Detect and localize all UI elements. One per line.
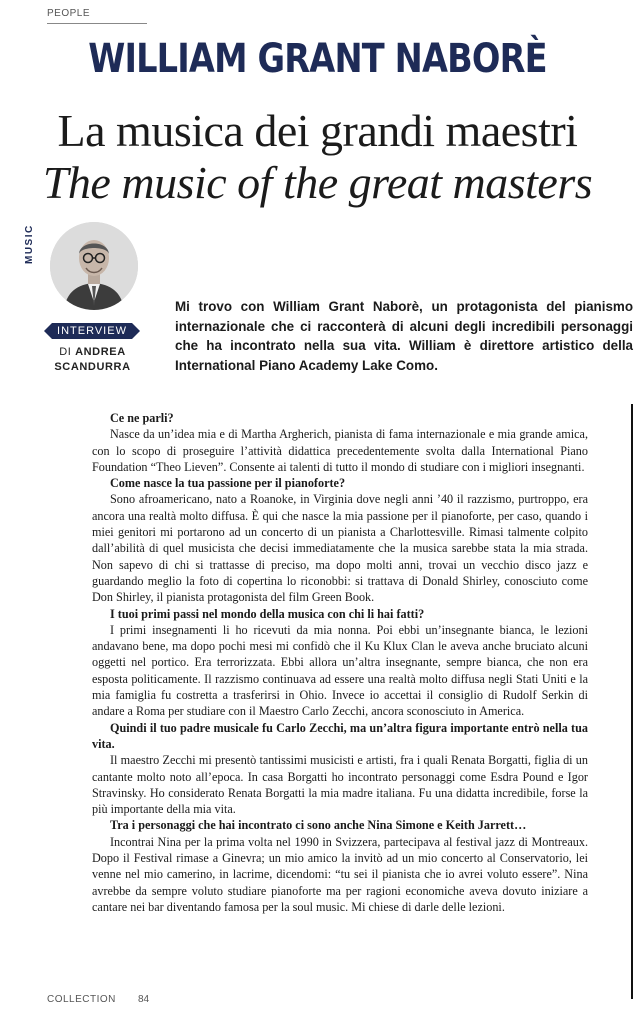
question: Ce ne parli? [110, 411, 174, 425]
column-rule [631, 404, 633, 999]
answer: Nasce da un’idea mia e di Martha Argherich, pianista di fama internazionale e mia grande amica, con lo scopo di proseguire l’attività didattica precedentemente svolta dalla International Piano Foundation “Theo Lieven”. Consente ai talenti di tutto il mondo di studiare con i migliori insegnanti. [92, 427, 588, 474]
byline-prefix: DI [59, 346, 72, 358]
question: Quindi il tuo padre musicale fu Carlo Zecchi, ma un’altra figura importante entrò nella tua vita. [92, 720, 588, 751]
subject-name-heading: WILLIAM GRANT NABORÈ [88, 36, 547, 82]
interview-badge: INTERVIEW [52, 323, 132, 339]
portrait-photo [50, 222, 138, 310]
article-body [92, 410, 588, 915]
page-number: 84 [138, 994, 150, 1005]
author-byline [45, 345, 140, 375]
article-title-english: The music of the great masters [42, 157, 593, 208]
answer: Sono afroamericano, nato a Roanoke, in Virginia dove negli anni ’40 il razzismo, purtroppo, era ancora una realtà molto diffusa. È qui che nasce la mia passione per il pianoforte, per caso, quando i miei genitori mi portarono ad un concerto di un pianista a Charlottesville. Rimasi talmente colpito dall’abilità di quel musicista che decisi immediatamente che la musica sarebbe stata la mia strada. Non sapevo di chi si trattasse di preciso, ma dopo molti anni, trovai un vecchio disco jazz e guardando meglio la foto di copertina lo riconobbi: si trattava di Donald Shirley, conosciuto come Don Shirley, il pianista protagonista del film Green Book. [92, 492, 588, 605]
answer: Il maestro Zecchi mi presentò tantissimi musicisti e artisti, fra i quali Renata Borgatti, figlia di un cantante molto noto all’epoca. In casa Borgatti ho incontrato personaggi come Esdra Pound e Igor Stravinsky. Ho considerato Renata Borgatti la mia madre italiana. Fu una didatta incredibile, forse la più importante della mia vita. [92, 753, 588, 817]
question: I tuoi primi passi nel mondo della musica con chi li hai fatti? [110, 606, 425, 621]
category-tag: MUSIC [24, 224, 35, 264]
answer: I primi insegnamenti li ho ricevuti da mia nonna. Poi ebbi un’insegnante bianca, le lezioni andavano bene, ma dopo pochi mesi mi confidò che il Ku Klux Clan le aveva anche bruciato alcuni oggetti nel portico. Era terrorizzata. Ebbi allora un’altra insegnante, sempre bianca, che non era esposta politicamente. Il razzismo continuava ad essere una realtà molto diffusa negli Stati Uniti e la mia famiglia fu costretta a trasferirsi in Ohio. Invece io accettai il consiglio di Rudolf Serkin di andare a Roma per studiare con il Maestro Carlo Zecchi, ancora sconosciuto in America. [92, 622, 588, 719]
author-last-name: SCANDURRA [54, 361, 131, 373]
author-first-name: ANDREA [75, 346, 126, 358]
article-title-italian: La musica dei grandi maestri [57, 105, 578, 156]
answer: Incontrai Nina per la prima volta nel 1990 in Svizzera, partecipava al festival jazz di Montreaux. Dopo il Festival rimase a Ginevra; un mio amico la invitò ad un mio concerto al Conservatorio, lei venne nel mio camerino, in lacrime, dicendomi: “tu sei il pianista che io avrei voluto essere”. Nina avrebbe da sempre voluto studiare pianoforte ma per ragioni economiche aveva dovuto iniziare a cantare nei bar diventando famosa per la soul music. Mi chiese di darle delle lezioni. [92, 834, 588, 914]
question: Come nasce la tua passione per il pianoforte? [110, 476, 346, 491]
footer-collection: COLLECTION [47, 994, 116, 1005]
question: Tra i personaggi che hai incontrato ci sono anche Nina Simone e Keith Jarrett… [110, 818, 527, 833]
intro-paragraph: Mi trovo con William Grant Naborè, un protagonista del pianismo internazionale che ci racconterà di alcuni degli incredibili personaggi che ha incontrato nella sua vita. William è direttore artistico della International Piano Academy Lake Como. [175, 299, 633, 373]
section-label: PEOPLE [47, 8, 147, 24]
